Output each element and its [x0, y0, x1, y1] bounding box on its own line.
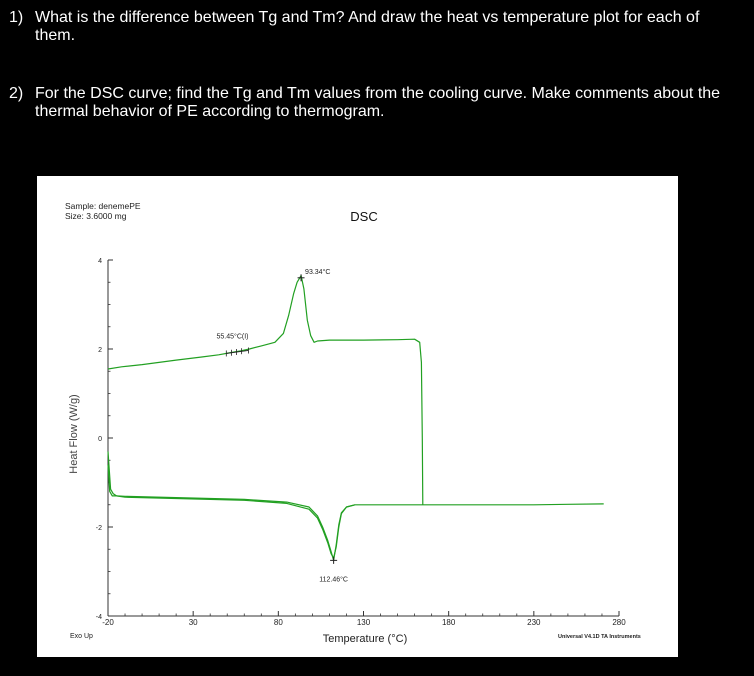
x-tick-label: 30	[188, 618, 198, 627]
y-tick-label: -2	[95, 525, 102, 532]
series-line-1	[108, 276, 423, 505]
size-label: Size: 3.6000 mg	[65, 211, 127, 221]
question-2-text: For the DSC curve; find the Tg and Tm values from the cooling curve. Make comments about the thermal behavior of PE according to thermogram.	[35, 85, 721, 120]
y-tick-label: 4	[98, 258, 102, 265]
series-line-2	[108, 465, 604, 558]
sample-label: Sample: denemePE	[65, 201, 141, 211]
series-line-3	[108, 451, 355, 560]
dsc-figure	[37, 176, 678, 657]
x-tick-label: 130	[356, 618, 371, 627]
annotation-crystallization-peak: 112.46°C	[319, 576, 348, 584]
x-axis-label: Temperature (°C)	[322, 633, 408, 645]
y-axis-label: Heat Flow (W/g)	[68, 394, 80, 474]
annotation-melting-peak: 93.34°C	[305, 268, 331, 276]
x-tick-label: 280	[612, 618, 626, 627]
annotation-glass-transition: 55.45°C(I)	[216, 333, 249, 341]
question-1-number: 1)	[9, 9, 24, 26]
instrument-label: Universal V4.1D TA Instruments	[558, 634, 641, 640]
exo-up-label: Exo Up	[70, 633, 93, 640]
y-tick-label: -4	[95, 614, 102, 621]
y-tick-label: 0	[98, 436, 102, 443]
y-tick-label: 2	[98, 347, 102, 354]
question-1-text: What is the difference between Tg and Tm? And draw the heat vs temperature plot for each of them.	[35, 9, 700, 44]
question-2-number: 2)	[9, 85, 24, 102]
x-tick-label: -20	[102, 618, 114, 627]
dsc-chart	[37, 176, 678, 657]
x-tick-label: 80	[273, 618, 283, 627]
x-tick-label: 230	[527, 618, 541, 627]
chart-title: DSC	[350, 209, 378, 224]
x-tick-label: 180	[441, 618, 456, 627]
